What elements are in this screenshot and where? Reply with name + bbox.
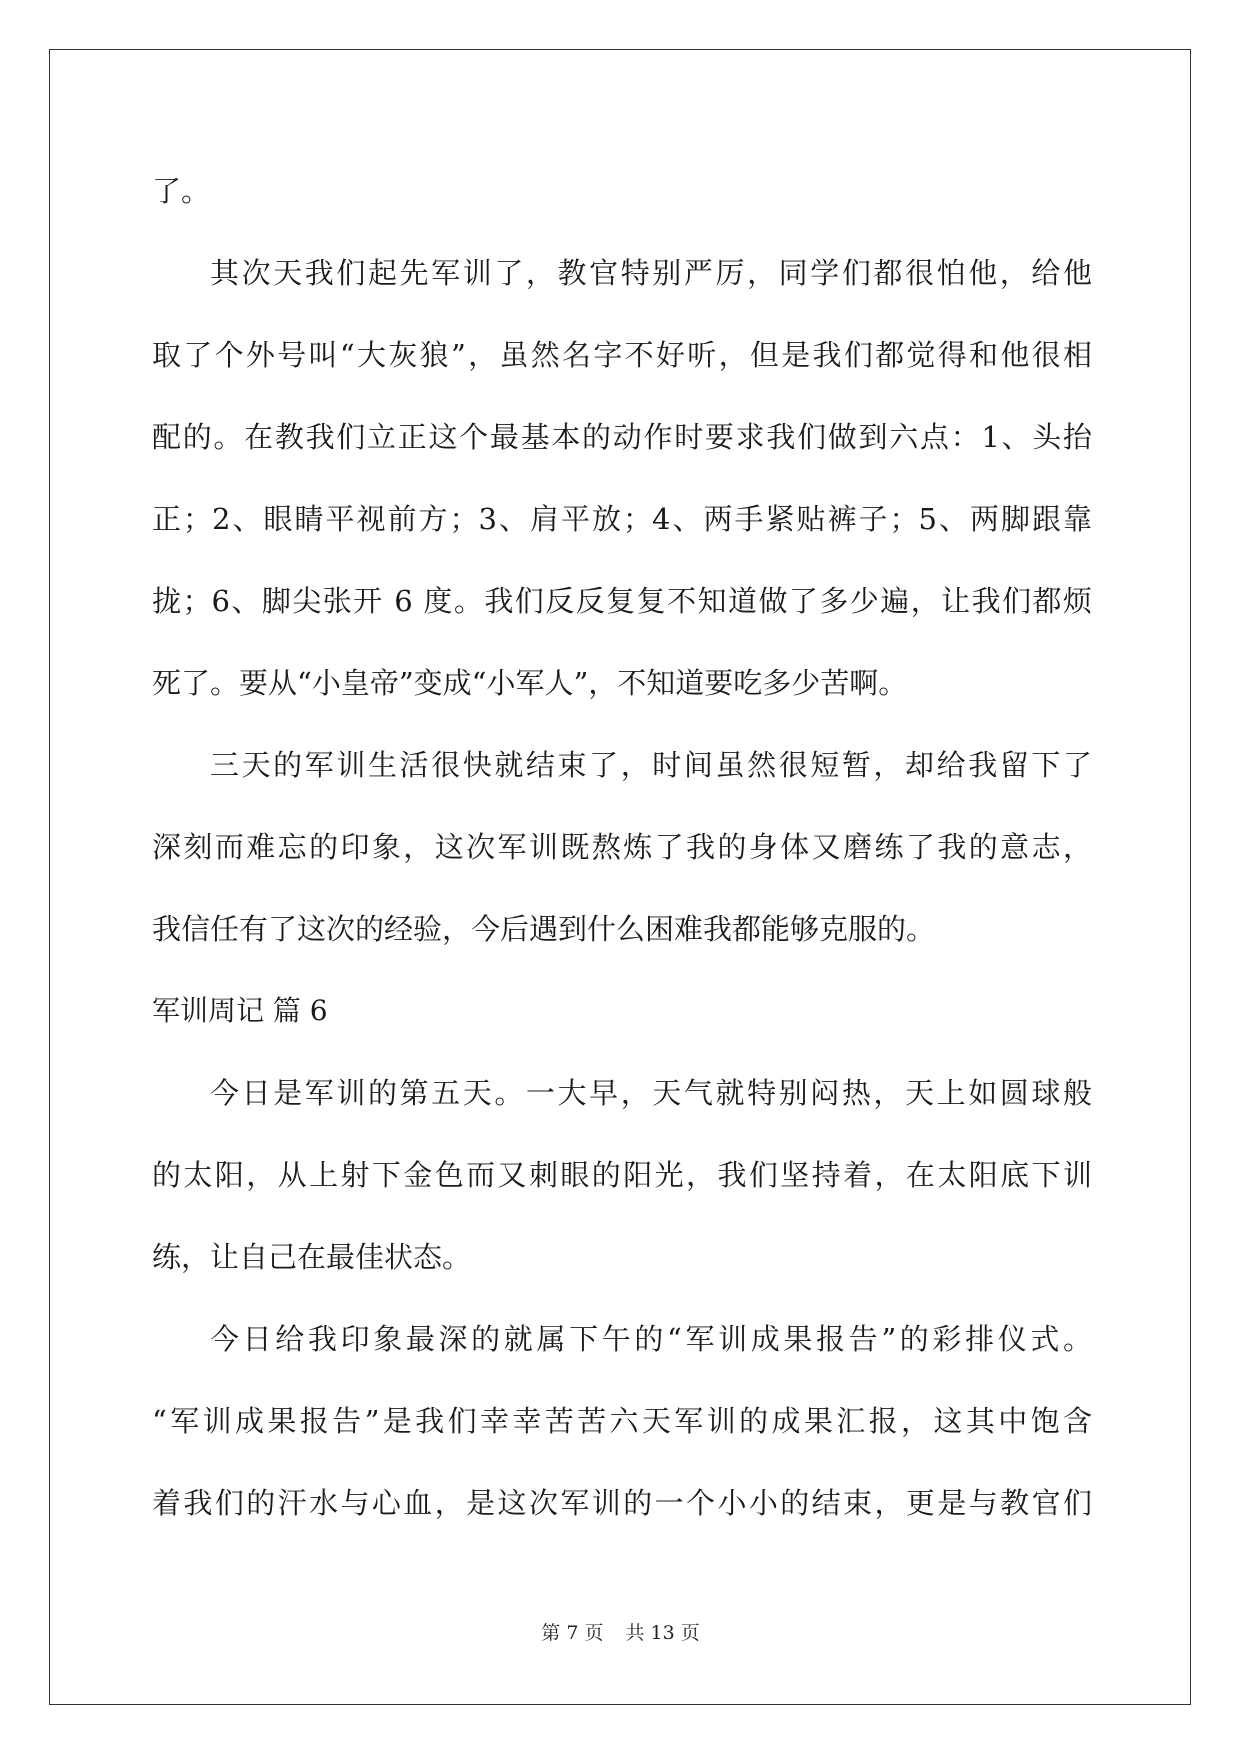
text-line: 三天的军训生活很快就结束了，时间虽然很短暂，却给我留下了 — [210, 748, 1092, 782]
page-number: 第 7 页 — [541, 1622, 604, 1644]
text-line: 了。 — [152, 174, 211, 208]
text-line: 着我们的汗水与心血，是这次军训的一个小小的结束，更是与教官们 — [152, 1486, 1092, 1520]
text-line: 死了。要从“小皇帝”变成“小军人”，不知道要吃多少苦啊。 — [152, 666, 908, 700]
text-line: 练，让自己在最佳状态。 — [152, 1240, 472, 1274]
text-line: 配的。在教我们立正这个最基本的动作时要求我们做到六点：1、头抬 — [152, 420, 1092, 454]
text-line: 我信任有了这次的经验，今后遇到什么困难我都能够克服的。 — [152, 912, 936, 946]
page-total: 共 13 页 — [625, 1622, 700, 1644]
text-line: 的太阳，从上射下金色而又刺眼的阳光，我们坚持着，在太阳底下训 — [152, 1158, 1092, 1192]
text-line: 拢；6、脚尖张开 6 度。我们反反复复不知道做了多少遍，让我们都烦 — [152, 584, 1092, 618]
document-body — [152, 150, 1092, 1544]
text-line: 今日是军训的第五天。一大早，天气就特别闷热，天上如圆球般 — [210, 1076, 1092, 1110]
section-heading: 军训周记 篇 6 — [152, 994, 328, 1027]
text-line: 今日给我印象最深的就属下午的“军训成果报告”的彩排仪式。 — [210, 1322, 1092, 1356]
text-line: 取了个外号叫“大灰狼”，虽然名字不好听，但是我们都觉得和他很相 — [152, 338, 1092, 372]
text-line: 其次天我们起先军训了，教官特别严厉，同学们都很怕他，给他 — [210, 256, 1092, 290]
text-line: 深刻而难忘的印象，这次军训既熬炼了我的身体又磨练了我的意志， — [152, 830, 1092, 864]
page-footer — [0, 1618, 1241, 1645]
text-line: 正；2、眼睛平视前方；3、肩平放；4、两手紧贴裤子；5、两脚跟靠 — [152, 502, 1092, 536]
text-line: “军训成果报告”是我们幸幸苦苦六天军训的成果汇报，这其中饱含 — [152, 1404, 1092, 1438]
